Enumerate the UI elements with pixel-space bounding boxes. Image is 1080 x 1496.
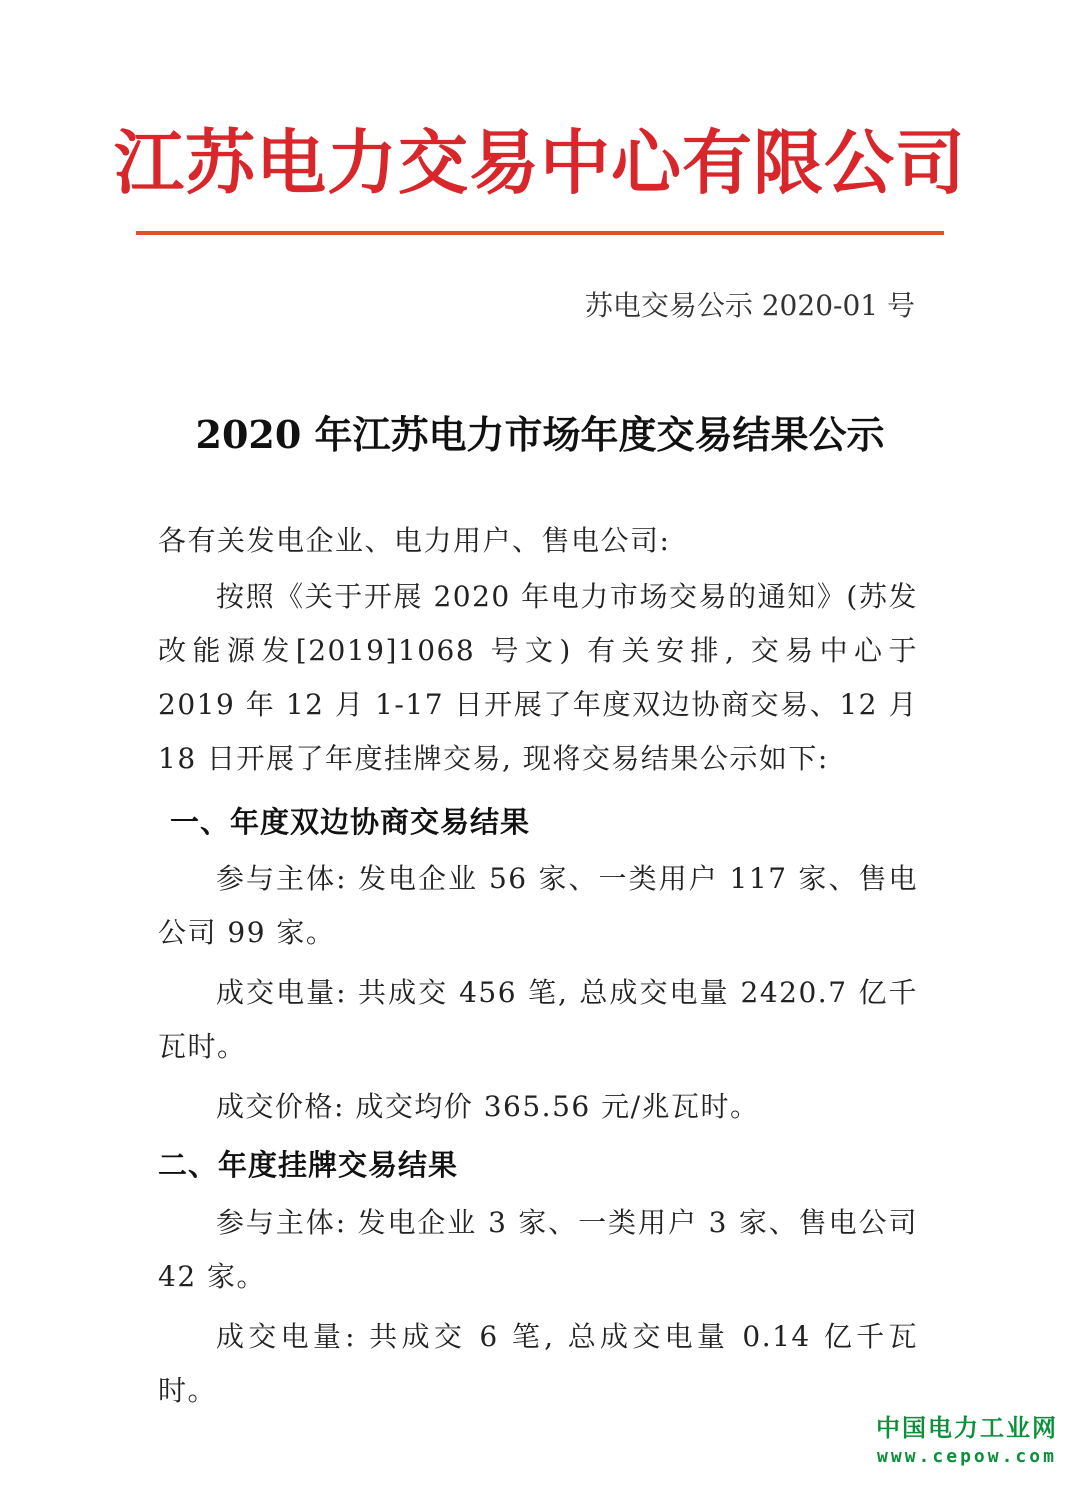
watermark-url: www.cepow.com	[877, 1446, 1057, 1467]
document-number: 苏电交易公示 2020-01 号	[584, 289, 915, 322]
salutation: 各有关发电企业、电力用户、售电公司:	[158, 524, 671, 557]
section-2-volume: 成交电量: 共成交 6 笔, 总成交电量 0.14 亿千瓦时。	[158, 1320, 918, 1407]
intro-paragraph: 按照《关于开展 2020 年电力市场交易的通知》(苏发改能源发[2019]1068 号文) 有关安排, 交易中心于 2019 年 12 月 1-17 日开展了年度双边协商交易、12 月 18 日开展了年度挂牌交易, 现将交易结果公示如下:	[158, 580, 918, 775]
section-2-heading: 二、年度挂牌交易结果	[158, 1148, 459, 1182]
site-watermark	[876, 1412, 1058, 1470]
section-1-price: 成交价格: 成交均价 365.56 元/兆瓦时。	[216, 1090, 760, 1123]
watermark-name: 中国电力工业网	[876, 1414, 1058, 1442]
section-2-participants: 参与主体: 发电企业 3 家、一类用户 3 家、售电公司 42 家。	[158, 1206, 918, 1293]
letterhead-org-name: 江苏电力交易中心有限公司	[114, 121, 966, 204]
section-1-volume: 成交电量: 共成交 456 笔, 总成交电量 2420.7 亿千瓦时。	[158, 976, 918, 1063]
section-1-participants: 参与主体: 发电企业 56 家、一类用户 117 家、售电公司 99 家。	[158, 862, 918, 949]
section-1-heading: 一、年度双边协商交易结果	[170, 805, 531, 839]
document-title: 2020 年江苏电力市场年度交易结果公示	[195, 412, 885, 457]
letterhead-divider	[136, 231, 944, 235]
